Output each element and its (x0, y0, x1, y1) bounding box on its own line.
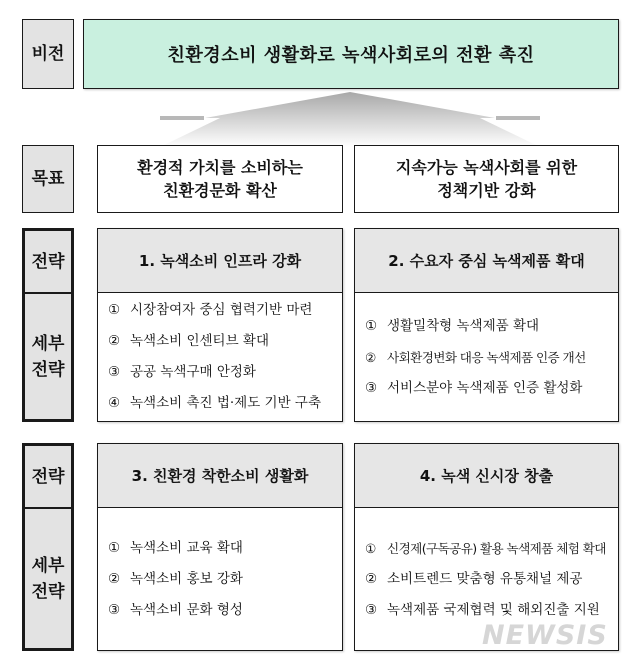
item-number: ③ (365, 601, 378, 618)
strategy-1 (97, 228, 343, 422)
strategy-4-title: 4. 녹색 신시장 창출 (355, 444, 618, 508)
item-text: 녹색소비 홍보 강화 (130, 570, 243, 587)
strategy-3-title: 3. 친환경 착한소비 생활화 (98, 444, 342, 508)
strategy-3-details (98, 508, 342, 650)
item-number: ② (108, 333, 121, 349)
detail-label-line1: 세부 (31, 333, 65, 354)
item-text: 녹색소비 문화 형성 (130, 601, 243, 618)
item-number: ① (365, 540, 376, 556)
detail-item (108, 533, 342, 564)
strategy-block-1-labels (22, 228, 74, 422)
vision-label: 비전 (22, 19, 74, 89)
goal-label: 목표 (22, 145, 74, 213)
detail-item (108, 357, 342, 388)
item-number: ① (108, 539, 121, 556)
item-text: 사회환경변화 대응 녹색제품 인증 개선 (387, 349, 586, 365)
goal-1 (97, 145, 343, 213)
item-text: 시장참여자 중심 협력기반 마련 (130, 302, 313, 318)
strategy-block-2-labels (22, 443, 74, 651)
item-text: 녹색소비 촉진 법·제도 기반 구축 (130, 395, 321, 411)
item-number: ③ (108, 364, 121, 380)
item-number: ① (365, 317, 378, 334)
detail-label-line2: 전략 (31, 581, 65, 602)
strategy-2 (354, 228, 619, 422)
detail-item (108, 388, 342, 419)
item-text: 신경제(구독공유) 활용 녹색제품 체험 확대 (387, 540, 606, 556)
goal-1-line2: 친환경문화 확산 (163, 181, 277, 200)
goal-2-line1: 지속가능 녹색사회를 위한 (395, 158, 578, 177)
detail-item (108, 595, 342, 626)
item-text: 서비스분야 녹색제품 인증 활성화 (387, 379, 583, 396)
detail-label-line2: 전략 (31, 359, 65, 380)
arrow-up-icon (160, 92, 540, 147)
item-number: ③ (108, 601, 121, 618)
detail-item (365, 373, 618, 404)
goal-2-line2: 정책기반 강화 (437, 181, 536, 200)
detail-item (365, 311, 618, 342)
detail-item (365, 342, 618, 373)
item-text: 공공 녹색구매 안정화 (130, 364, 256, 380)
goal-2 (354, 145, 619, 213)
strategy-label: 전략 (31, 466, 65, 487)
item-number: ④ (108, 395, 121, 411)
item-text: 생활밀착형 녹색제품 확대 (387, 317, 540, 334)
detail-strategy-label (25, 294, 71, 419)
item-text: 소비트렌드 맞춤형 유통채널 제공 (387, 570, 583, 587)
strategy-3 (97, 443, 343, 651)
detail-item (365, 533, 618, 564)
item-number: ② (365, 570, 378, 587)
item-number: ② (108, 570, 121, 587)
detail-item (108, 564, 342, 595)
strategy-label: 전략 (31, 251, 65, 272)
item-text: 녹색소비 인센티브 확대 (130, 333, 269, 349)
detail-item (108, 326, 342, 357)
strategy-1-details (98, 293, 342, 421)
detail-strategy-label (25, 509, 71, 648)
item-number: ② (365, 349, 376, 365)
item-number: ③ (365, 379, 378, 396)
item-number: ① (108, 302, 121, 318)
detail-label-line1: 세부 (31, 555, 65, 576)
item-text: 녹색소비 교육 확대 (130, 539, 243, 556)
goal-1-line1: 환경적 가치를 소비하는 (137, 158, 303, 177)
strategy-2-title: 2. 수요자 중심 녹색제품 확대 (355, 229, 618, 293)
vision-statement: 친환경소비 생활화로 녹색사회로의 전환 촉진 (83, 19, 619, 89)
item-text: 녹색제품 국제협력 및 해외진출 지원 (387, 601, 600, 618)
detail-item (365, 564, 618, 595)
strategy-2-details (355, 293, 618, 421)
detail-item (108, 295, 342, 326)
strategy-1-title: 1. 녹색소비 인프라 강화 (98, 229, 342, 293)
newsis-watermark: NEWSIS (482, 620, 608, 651)
